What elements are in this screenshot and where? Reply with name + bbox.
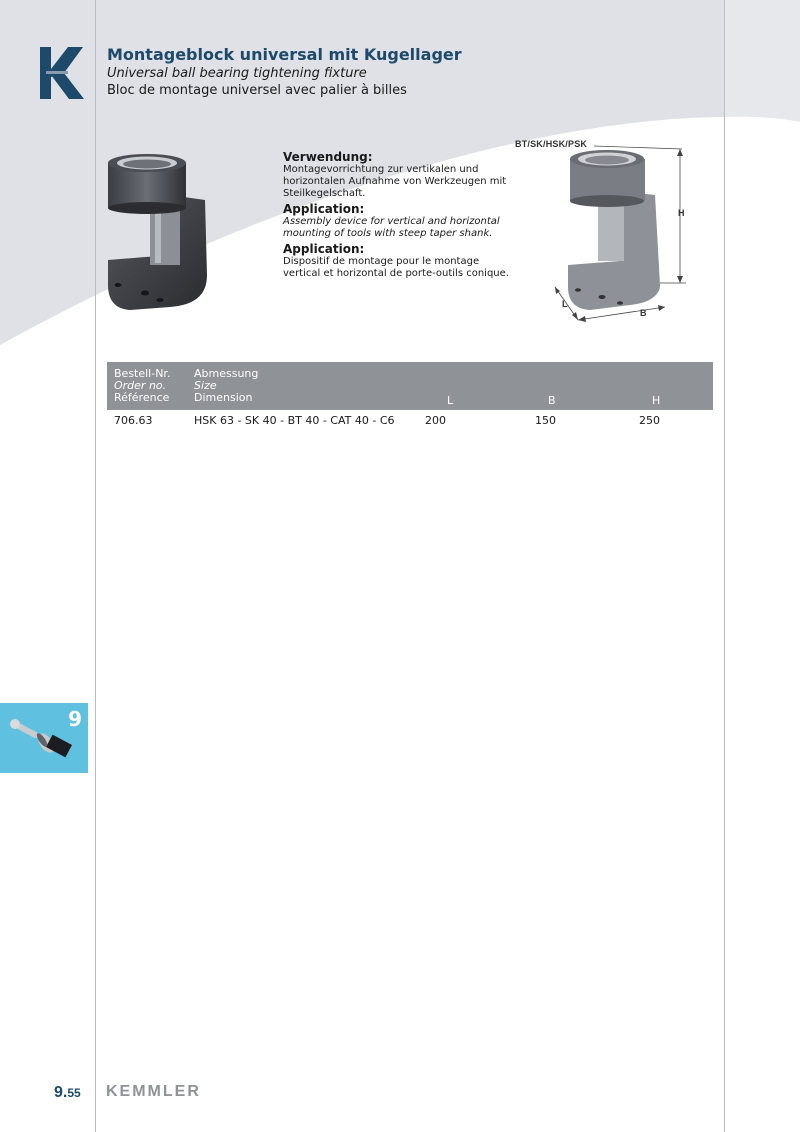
page-number-sub: 55 — [67, 1086, 81, 1100]
header-order-english: Order no. — [114, 379, 167, 392]
section-tab[interactable] — [0, 703, 88, 773]
header-order-german: Bestell-Nr. — [114, 367, 171, 380]
cell-b: 150 — [535, 414, 556, 427]
usage-text-english: Assembly device for vertical and horizontal mounting of tools with steep taper shank. — [283, 216, 500, 239]
header-size-column — [194, 368, 258, 404]
usage-text-german: Montagevorrichtung zur vertikalen und horizontalen Aufnahme von Werkzeugen mit Steilkegelschaft. — [283, 164, 507, 199]
header-l: L — [447, 394, 454, 407]
header-size-french: Dimension — [194, 391, 253, 404]
section-number: 9 — [68, 707, 82, 731]
left-margin-line — [95, 0, 96, 1132]
description-block — [283, 150, 513, 282]
header-order-column — [114, 368, 170, 404]
usage-heading-german: Verwendung: — [283, 150, 373, 164]
cell-l: 200 — [425, 414, 446, 427]
header-size-english: Size — [194, 379, 217, 392]
header-h: H — [652, 394, 661, 407]
dimension-drawing — [510, 135, 705, 330]
page-number — [54, 1084, 81, 1102]
title-english: Universal ball bearing tightening fixture — [107, 66, 367, 81]
header-b: B — [548, 394, 556, 407]
usage-heading-french: Application: — [283, 242, 365, 256]
product-table — [107, 362, 713, 428]
dimension-label-b: B — [640, 308, 647, 318]
brand-name: KEMMLER — [106, 1083, 201, 1100]
kemmler-k-logo — [40, 47, 84, 99]
title-french: Bloc de montage universel avec palier à billes — [107, 83, 407, 98]
right-margin-line — [724, 0, 725, 1132]
usage-heading-english: Application: — [283, 202, 365, 216]
dimension-label-l: L — [562, 299, 568, 309]
product-photo — [100, 145, 215, 315]
title-block — [107, 45, 462, 99]
dimension-label-h: H — [678, 208, 685, 218]
title-german: Montageblock universal mit Kugellager — [107, 45, 462, 64]
usage-text-french: Dispositif de montage pour le montage vertical et horizontal de porte-outils conique. — [283, 256, 509, 279]
page-number-main: 9. — [54, 1084, 68, 1101]
table-header — [107, 362, 713, 410]
header-size-german: Abmessung — [194, 367, 259, 380]
cell-order-number: 706.63 — [114, 414, 153, 427]
cell-size: HSK 63 - SK 40 - BT 40 - CAT 40 - C6 — [194, 414, 395, 427]
cell-h: 250 — [639, 414, 660, 427]
drawing-taper-label: BT/SK/HSK/PSK — [515, 139, 588, 149]
header-order-french: Référence — [114, 391, 170, 404]
table-row — [107, 410, 713, 428]
